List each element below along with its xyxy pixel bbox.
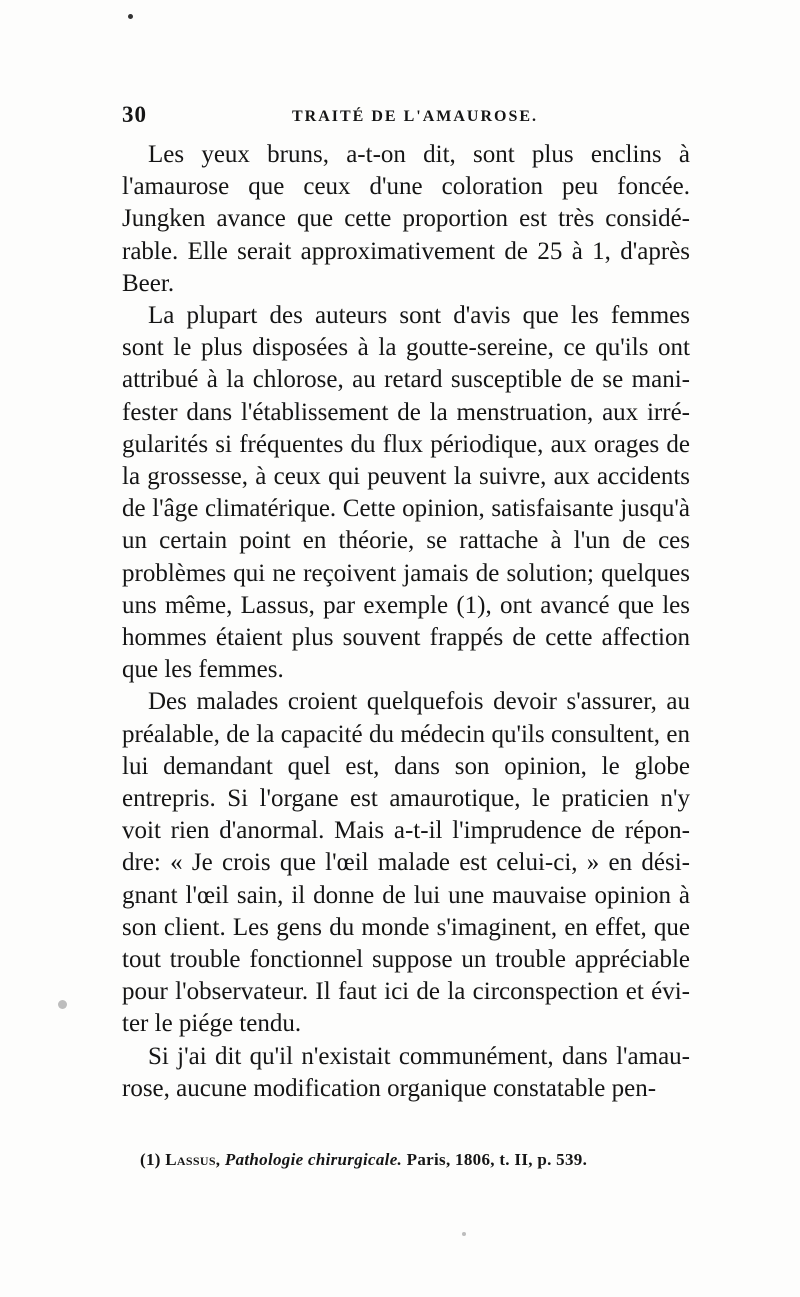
paper-speck xyxy=(128,14,133,19)
paper-speck xyxy=(58,1000,67,1009)
footnote-details: Paris, 1806, t. II, p. 539. xyxy=(406,1150,588,1169)
paragraph-4: Si j'ai dit qu'il n'existait communément, dans l'amaurose, aucune modification organique constatable pen- xyxy=(122,1042,690,1102)
page-header xyxy=(122,102,690,132)
paper-speck xyxy=(462,1232,466,1236)
footnote-title: Pathologie chirurgicale. xyxy=(224,1150,403,1169)
body-text xyxy=(122,139,690,1105)
paragraph-1: Les yeux bruns, a-t-on dit, sont plus enclins à l'amaurose que ceux d'une coloration peu foncée. Jungken avance que cette proportion est très considérable. Elle serait approximativement de 25 à 1, d'après Beer. xyxy=(122,141,690,297)
running-head: TRAITÉ DE L'AMAUROSE. xyxy=(292,108,539,125)
paragraph-3: Des malades croient quelquefois devoir s'assurer, au préalable, de la capacité du médecin qu'ils consultent, en lui demandant quel est, dans son opinion, le globe entrepris. Si l'organe est amaurotique, le praticien n'y voit rien d'anormal. Mais a-t-il l'imprudence de répondre: « Je crois que l'œil malade est celui-ci, » en désignant l'œil sain, il donne de lui une mauvaise opinion à son client. Les gens du monde s'imaginent, en effet, que tout trouble fonctionnel suppose un trouble appréciable pour l'observateur. Il faut ici de la circonspection et éviter le piége tendu. xyxy=(122,688,690,1038)
footnote-author: Lassus, xyxy=(165,1150,221,1169)
footnote-marker: (1) xyxy=(140,1150,161,1169)
paragraph-2: La plupart des auteurs sont d'avis que les femmes sont le plus disposées à la goutte-sereine, ce qu'ils ont attribué à la chlorose, au retard susceptible de se manifester dans l'établissement de la menstruation, aux irrégularités si fréquentes du flux périodique, aux orages de la grossesse, à ceux qui peuvent la suivre, aux accidents de l'âge climatérique. Cette opinion, satisfaisante jusqu'à un certain point en théorie, se rattache à l'un de ces problèmes qui ne reçoivent jamais de solution; quelques uns même, Lassus, par exemple (1), ont avancé que les hommes étaient plus souvent frappés de cette affection que les femmes. xyxy=(122,302,690,684)
footnote xyxy=(140,1150,700,1170)
page-number: 30 xyxy=(122,102,147,127)
